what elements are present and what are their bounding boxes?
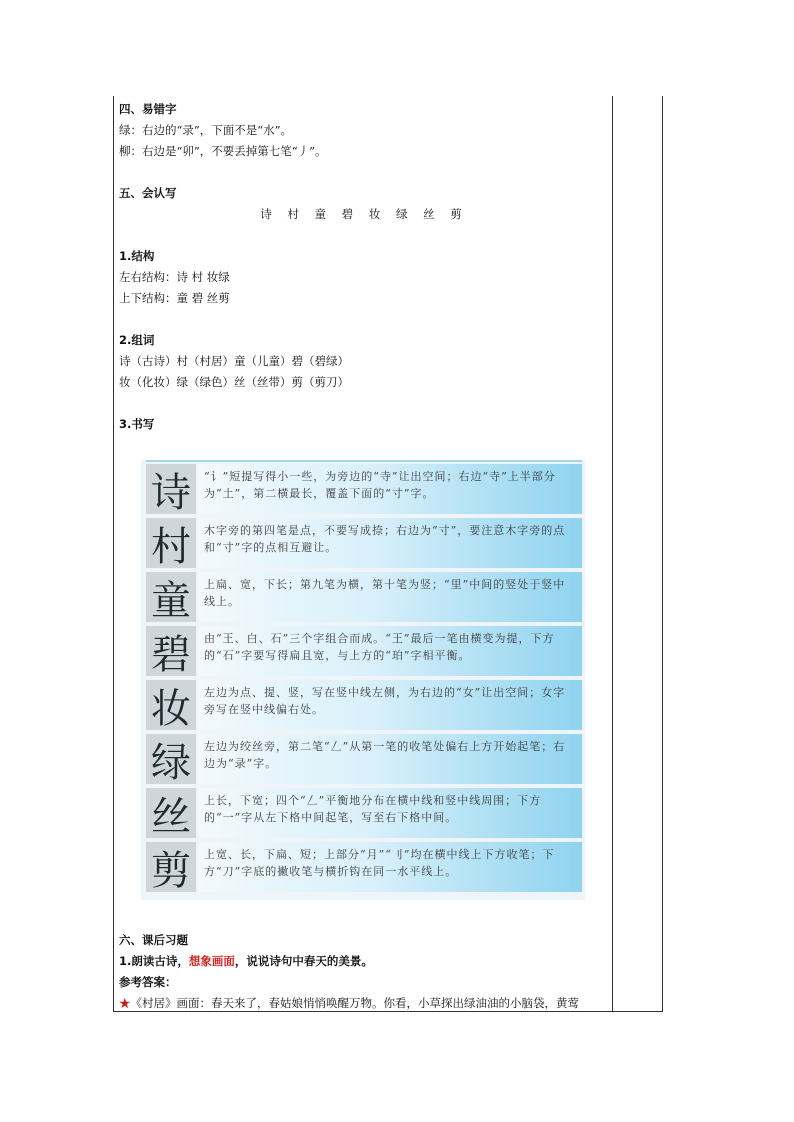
writing-row [141,572,585,624]
writing-row [141,626,585,678]
s4-line-2: 柳：右边是“卯”，不要丢掉第七笔“丿”。 [119,144,327,158]
writing-desc: 左边为点、提、竖，写在竖中线左侧，为右边的“女”让出空间；女字旁写在竖中线偏右处。 [198,680,582,730]
answer-label: 参考答案： [119,975,177,989]
writing-char: 丝 [146,788,196,838]
answer-body: 《村居》画面：春天来了，春姑娘悄悄唤醒万物。你看，小草探出绿油油的小脑袋，黄莺 [130,996,579,1010]
writing-row [141,464,585,516]
writing-row [141,842,585,894]
writing-desc: 左边为绞丝旁，第二笔“𠃋”从第一笔的收笔处偏右上方开始起笔；右边为“录”字。 [198,734,582,784]
writing-desc: 上宽、长，下扁、短；上部分“月”“刂”均在横中线上下方收笔；下方“刀”字底的撇收笔与横折钩在同一水平线上。 [198,842,582,892]
writing-row [141,680,585,732]
q1-highlight: 想象画面 [188,954,235,968]
writing-desc: “讠”短提写得小一些，为旁边的“寺”让出空间；右边“寺”上半部分为“土”，第二横最长，覆盖下面的“寸”字。 [198,464,582,514]
writing-char: 诗 [146,464,196,514]
writing-desc: 上扁、宽，下长；第九笔为横，第十笔为竖；“里”中间的竖处于竖中线上。 [198,572,582,622]
words-line-2: 妆（化妆）绿（绿色）丝（丝带）剪（剪刀） [119,375,349,389]
structure-line-2: 上下结构：童 碧 丝剪 [119,291,230,305]
writing-guide-table [141,460,585,900]
structure-title: 1.结构 [119,249,155,263]
section-4-title: 四、易错字 [119,102,177,116]
answer-text [119,993,609,1014]
writing-char: 剪 [146,842,196,892]
writing-row [141,788,585,840]
section-5-title: 五、会认写 [119,186,177,200]
writing-title: 3.书写 [119,417,155,431]
words-title: 2.组词 [119,333,155,347]
column-divider [612,96,613,1012]
structure-line-1: 左右结构：诗 村 妆绿 [119,270,230,284]
document-content [119,99,609,435]
writing-char: 妆 [146,680,196,730]
section-6 [119,930,609,1014]
section-6-title: 六、课后习题 [119,933,188,947]
writing-row [141,518,585,570]
s4-line-1: 绿：右边的“录”，下面不是“水”。 [119,123,293,137]
writing-row [141,734,585,786]
writing-desc: 木字旁的第四笔是点，不要写成捺；右边为“寸”，要注意木字旁的点和“寸”字的点相互避让。 [198,518,582,568]
star-icon: ★ [119,996,131,1010]
writing-char: 村 [146,518,196,568]
writing-char: 碧 [146,626,196,676]
q1-suffix: ，说说诗句中春天的美景。 [234,954,373,968]
words-line-1: 诗（古诗）村（村居）童（儿童）碧（碧绿） [119,354,349,368]
question-1 [119,951,609,972]
s5-chars: 诗 村 童 碧 妆 绿 丝 剪 [260,207,468,221]
writing-char: 绿 [146,734,196,784]
writing-desc: 由“王、白、石”三个字组合而成。“王”最后一笔由横变为提，下方的“石”字要写得扁且宽，与上方的“珀”字相平衡。 [198,626,582,676]
writing-char: 童 [146,572,196,622]
writing-desc: 上长，下宽；四个“𠃋”平衡地分布在横中线和竖中线周围；下方的“一”字从左下格中间起笔，写至右下格中间。 [198,788,582,838]
q1-prefix: 1.朗读古诗， [119,954,189,968]
